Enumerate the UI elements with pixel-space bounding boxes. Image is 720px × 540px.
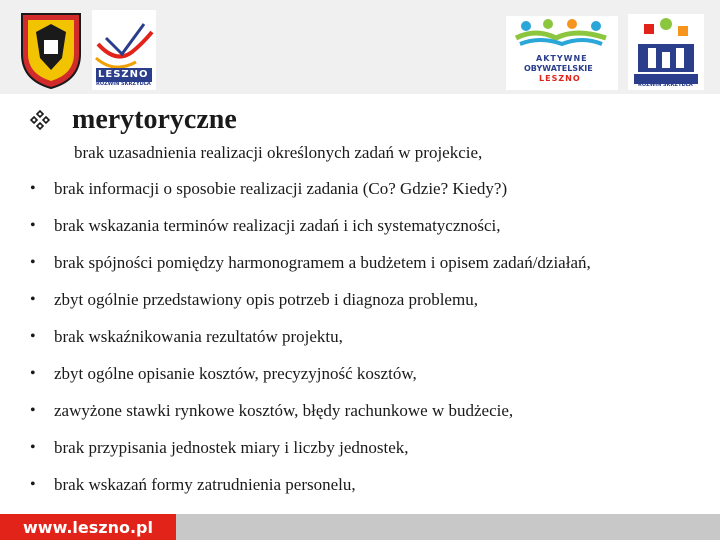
list-item-text: brak informacji o sposobie realizacji zadania (Co? Gdzie? Kiedy?) [54, 178, 508, 198]
bullet-dot-icon: • [30, 364, 36, 382]
list-item [30, 466, 591, 503]
list-item [30, 207, 591, 244]
footer-url-box[interactable] [0, 514, 176, 540]
leszno2-logo-subtext: ROZWIN SKRZYDLA [638, 82, 693, 88]
bullet-dot-icon: • [30, 216, 36, 234]
bullet-dot-icon: • [30, 401, 36, 419]
list-item [30, 244, 591, 281]
bullet-list [30, 170, 591, 503]
leszno-crest-logo [16, 10, 86, 90]
aktywne-text-line-1: AKTYWNE [536, 54, 588, 63]
bullet-dot-icon: • [30, 327, 36, 345]
aktywne-text-line-2: OBYWATELSKIE [524, 64, 593, 73]
list-item-text: brak wskaźnikowania rezultatów projektu, [54, 326, 343, 346]
four-diamond-bullet-icon [30, 110, 50, 130]
leszno-logo-subtext: ROZWIN SKRZYDLA [96, 81, 151, 87]
heading-title: merytoryczne [72, 104, 237, 135]
list-item-text: brak spójności pomiędzy harmonogramem a budżetem i opisem zadań/działań, [54, 252, 591, 272]
intro-line: brak uzasadnienia realizacji określonych zadań w projekcie, [74, 143, 483, 162]
list-item [30, 355, 591, 392]
bullet-dot-icon: • [30, 438, 36, 456]
aktywne-text-line-3: LESZNO [539, 74, 581, 83]
leszno-logo-text: LESZNO [98, 69, 149, 80]
list-item [30, 281, 591, 318]
list-item-text: brak przypisania jednostek miary i liczby jednostek, [54, 437, 409, 457]
bullet-dot-icon: • [30, 179, 36, 197]
list-item [30, 429, 591, 466]
list-item [30, 392, 591, 429]
section-heading [30, 102, 237, 138]
list-item-text: zbyt ogólne opisanie kosztów, precyzyjność kosztów, [54, 363, 417, 383]
list-item-text: zawyżone stawki rynkowe kosztów, błędy rachunkowe w budżecie, [54, 400, 514, 420]
leszno-city-logo-2 [628, 14, 704, 90]
list-item [30, 170, 591, 207]
bullet-dot-icon: • [30, 253, 36, 271]
bullet-dot-icon: • [30, 475, 36, 493]
footer-url-link[interactable]: www.leszno.pl [23, 517, 153, 537]
list-item-text: brak wskazań formy zatrudnienia personelu, [54, 474, 356, 494]
list-item-text: brak wskazania terminów realizacji zadań i ich systematyczności, [54, 215, 501, 235]
list-item [30, 318, 591, 355]
list-item-text: zbyt ogólnie przedstawiony opis potrzeb i diagnoza problemu, [54, 289, 478, 309]
bullet-dot-icon: • [30, 290, 36, 308]
logo-header-band [0, 0, 720, 94]
